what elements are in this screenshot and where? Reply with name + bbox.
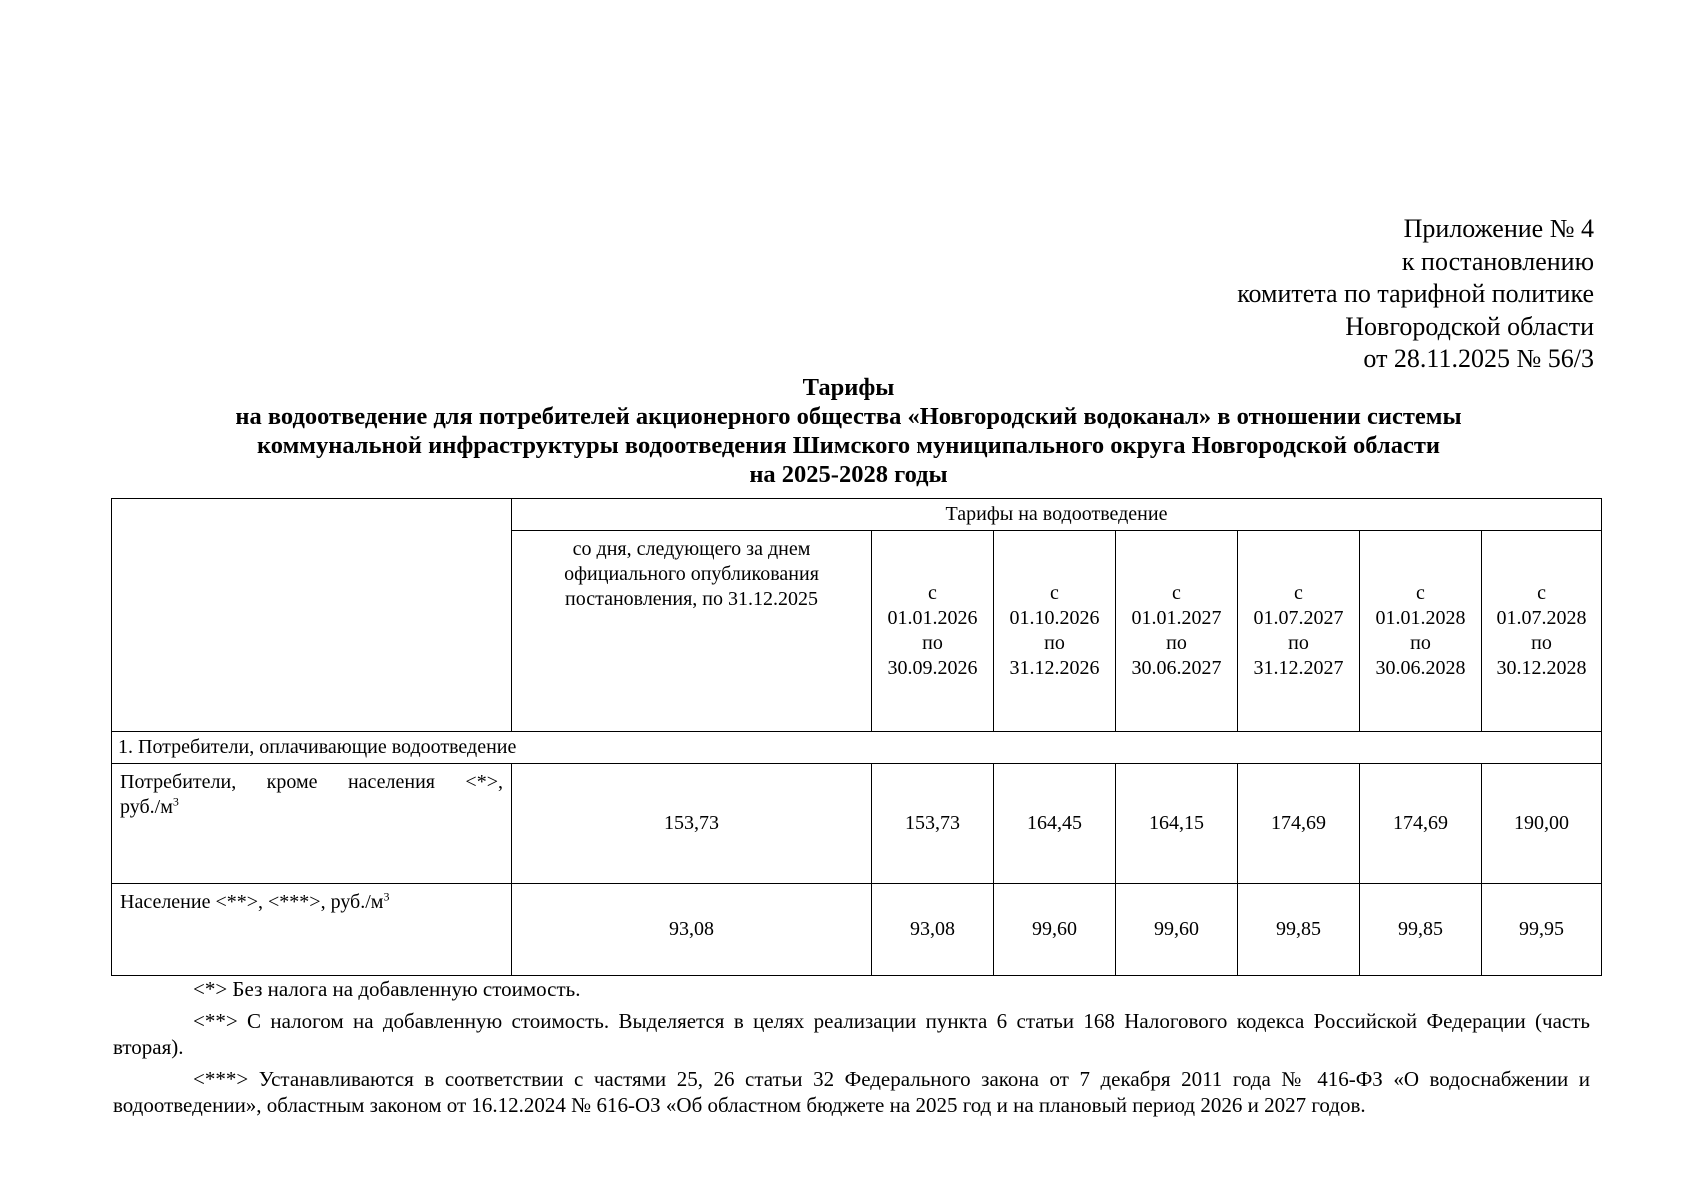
tariff-table	[111, 498, 1602, 976]
value-cell: 153,73	[872, 764, 994, 884]
period-header	[872, 531, 994, 732]
period-to-date: 31.12.2026	[1009, 657, 1100, 679]
appendix-committee: комитета по тарифной политике	[1237, 279, 1594, 308]
period-from-date: 01.01.2026	[887, 607, 978, 629]
title-heading: Тарифы	[802, 374, 895, 401]
footnote: <***> Устанавливаются в соответствии с частями 25, 26 статьи 32 Федерального закона от 7 декабря 2011 года № 416-ФЗ «О водоснабжении и водоотведении», областным законом от 16.12.2024 № 616-ОЗ «Об областном бюджете на 2025 год и на плановый период 2026 и 2027 годов.	[113, 1067, 1590, 1117]
footnote: <*> Без налога на добавленную стоимость.	[193, 977, 581, 1001]
value-cell: 99,60	[1116, 884, 1238, 976]
value-cell: 164,45	[994, 764, 1116, 884]
period-header	[1116, 531, 1238, 732]
group-label: 1. Потребители, оплачивающие водоотведение	[112, 732, 1602, 764]
appendix-region: Новгородской области	[1345, 311, 1594, 341]
title-line-2: коммунальной инфраструктуры водоотведения Шимского муниципального округа Новгородской области	[257, 432, 1440, 459]
value-cell: 99,85	[1238, 884, 1360, 976]
value-cell: 99,60	[994, 884, 1116, 976]
period-to-word: по	[1410, 632, 1431, 654]
appendix-number: Приложение № 4	[1403, 214, 1594, 243]
period-to-date: 30.09.2026	[887, 657, 978, 679]
footnotes	[113, 976, 1590, 1124]
value-cell: 164,15	[1116, 764, 1238, 884]
value-cell: 99,85	[1360, 884, 1482, 976]
title-line-3: на 2025-2028 годы	[749, 461, 948, 488]
period-to-date: 31.12.2027	[1253, 657, 1344, 679]
unit-superscript: 3	[383, 889, 390, 904]
unit-superscript: 3	[172, 794, 179, 809]
period-to-date: 30.06.2027	[1131, 657, 1222, 679]
period-to-word: по	[1531, 632, 1552, 654]
category-label: Население <**>, <***>, руб./м	[120, 891, 384, 913]
document-title	[100, 373, 1597, 489]
value-cell: 190,00	[1482, 764, 1602, 884]
period-header	[994, 531, 1116, 732]
period-from-word: с	[928, 582, 937, 604]
category-unit: руб./м	[120, 796, 173, 818]
period-from-date: 01.07.2027	[1253, 607, 1344, 629]
appendix-ref: к постановлению	[1401, 246, 1594, 276]
period-from-word: с	[1050, 582, 1059, 604]
period-header	[1238, 531, 1360, 732]
appendix-block	[1237, 213, 1594, 376]
table-row	[112, 764, 1602, 884]
period-header-first: со дня, следующего за днем официального опубликования постановления, по 31.12.2025	[512, 531, 872, 732]
period-from-word: с	[1416, 582, 1425, 604]
period-to-word: по	[1166, 632, 1187, 654]
period-header	[1482, 531, 1602, 732]
period-from-word: с	[1537, 582, 1546, 604]
value-cell: 174,69	[1238, 764, 1360, 884]
footnote: <**> С налогом на добавленную стоимость. Выделяется в целях реализации пункта 6 статьи 168 Налогового кодекса Российской Федерации (часть вторая).	[113, 1009, 1590, 1059]
period-from-word: с	[1294, 582, 1303, 604]
table-row	[112, 884, 1602, 976]
value-cell: 99,95	[1482, 884, 1602, 976]
period-from-date: 01.01.2027	[1131, 607, 1222, 629]
period-to-word: по	[1044, 632, 1065, 654]
period-to-word: по	[1288, 632, 1309, 654]
period-from-word: с	[1172, 582, 1181, 604]
tariffs-header: Тарифы на водоотведение	[512, 499, 1602, 531]
value-cell: 93,08	[512, 884, 872, 976]
period-from-date: 01.10.2026	[1009, 607, 1100, 629]
table-header-row	[112, 499, 1602, 531]
appendix-date-number: от 28.11.2025 № 56/3	[1363, 344, 1594, 373]
period-from-date: 01.01.2028	[1375, 607, 1466, 629]
value-cell: 93,08	[872, 884, 994, 976]
value-cell: 174,69	[1360, 764, 1482, 884]
header-empty-cell	[112, 499, 512, 732]
period-from-date: 01.07.2028	[1496, 607, 1587, 629]
value-cell: 153,73	[512, 764, 872, 884]
period-header	[1360, 531, 1482, 732]
period-to-word: по	[922, 632, 943, 654]
period-to-date: 30.06.2028	[1375, 657, 1466, 679]
period-to-date: 30.12.2028	[1496, 657, 1587, 679]
title-line-1: на водоотведение для потребителей акционерного общества «Новгородский водоканал» в отношении системы	[235, 403, 1462, 430]
category-cell	[112, 884, 512, 976]
category-label: Потребители, кроме населения <*>,	[120, 771, 503, 793]
group-row	[112, 732, 1602, 764]
category-cell	[112, 764, 512, 884]
